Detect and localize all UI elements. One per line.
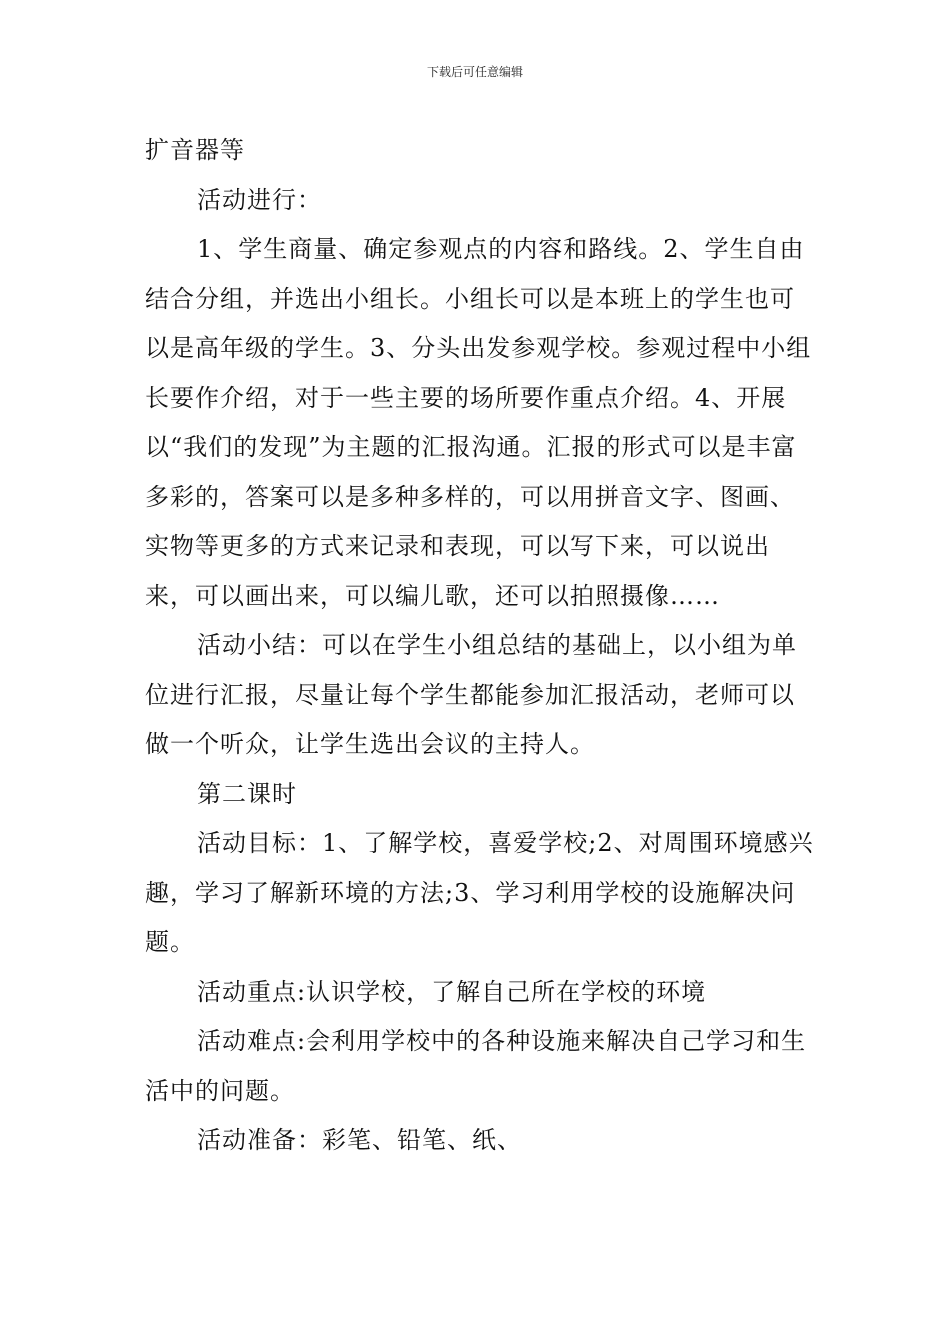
paragraph-activity-steps: 1、学生商量、确定参观点的内容和路线。2、学生自由结合分组，并选出小组长。小组长可以是本班上的学生也可以是高年级的学生。3、分头出发参观学校。参观过程中小组长要作介绍，对于一些主要的场所要作重点介绍。4、开展以“我们的发现”为主题的汇报沟通。汇报的形式可以是丰富多彩的，答案可以是多种多样的，可以用拼音文字、图画、实物等更多的方式来记录和表现，可以写下来，可以说出来，可以画出来，可以编儿歌，还可以拍照摄像…… — [145, 235, 812, 610]
page-header: 下载后可任意编辑 — [426, 65, 523, 79]
paragraph-activity-materials: 活动准备：彩笔、铅笔、纸、 — [197, 1126, 522, 1154]
paragraph-activity-difficulty: 活动难点:会利用学校中的各种设施来解决自己学习和生活中的问题。 — [145, 1027, 807, 1105]
paragraph-activity-goals: 活动目标：1、了解学校，喜爱学校;2、对周围环境感兴趣，学习了解新环境的方法;3、学习利用学校的设施解决问题。 — [145, 829, 814, 956]
paragraph-activity-key-point: 活动重点:认识学校，了解自己所在学校的环境 — [197, 977, 707, 1006]
paragraph-activity-process-heading: 活动进行： — [197, 185, 322, 214]
paragraph-second-lesson-heading: 第二课时 — [197, 779, 297, 808]
paragraph-activity-summary: 活动小结：可以在学生小组总结的基础上，以小组为单位进行汇报，尽量让每个学生都能参加汇报活动，老师可以做一个听众，让学生选出会议的主持人。 — [145, 631, 797, 758]
document-body — [145, 126, 817, 1166]
paragraph-equipment: 扩音器等 — [145, 136, 245, 164]
